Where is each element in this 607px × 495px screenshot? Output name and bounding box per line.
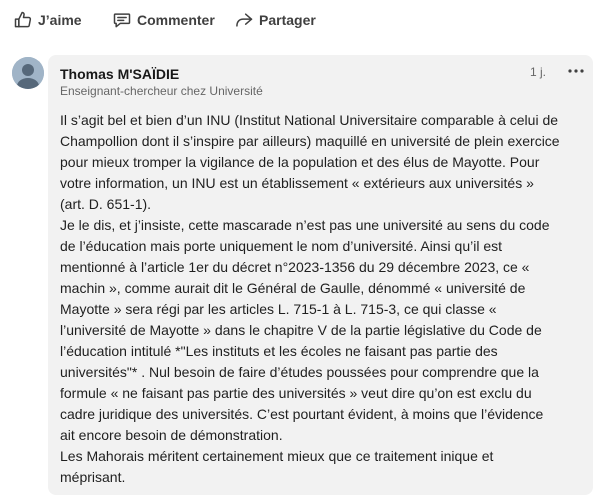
comment-line: ait encore besoin de démonstration. bbox=[60, 427, 283, 443]
share-label: Partager bbox=[259, 12, 316, 28]
user-silhouette-icon bbox=[12, 57, 44, 89]
comment-line: votre information, un INU est un établissement « extérieurs aux universités » bbox=[60, 175, 534, 191]
social-action-bar bbox=[0, 0, 607, 40]
comment-line: Champollion dont il s’inspire par ailleurs) maquillé en université de plein exercice bbox=[60, 133, 560, 149]
comment-line: cadre juridique des universités. C’est pourtant évident, à moins que l’évidence bbox=[60, 406, 544, 422]
comment-line: méprisant. bbox=[60, 469, 126, 485]
comment-line: de l’éducation mais porte uniquement le nom d’université. Ainsi qu’il est bbox=[60, 238, 503, 254]
share-arrow-icon bbox=[234, 10, 254, 30]
comment-line: pour mieux tromper la vigilance de la population et des élus de Mayotte. Pour bbox=[60, 154, 540, 170]
thumbs-up-icon bbox=[13, 10, 33, 30]
comment-line: machin », comme aurait dit le Général de Gaulle, dénommé « université de bbox=[60, 280, 526, 296]
author-name[interactable]: Thomas M'SAÏDIE bbox=[60, 66, 180, 82]
comment-icon bbox=[112, 10, 132, 30]
like-button[interactable] bbox=[13, 8, 82, 32]
comment-line: l’éducation intitulé *"Les instituts et les écoles ne faisant pas partie des bbox=[60, 343, 498, 359]
comment-line: l’université de Mayotte » dans le chapitre V de la partie législative du Code de bbox=[60, 322, 542, 338]
comment-timestamp: 1 j. bbox=[530, 65, 547, 79]
comment-label: Commenter bbox=[137, 12, 215, 28]
like-label: J’aime bbox=[38, 12, 82, 28]
comment-bubble bbox=[48, 55, 593, 495]
ellipsis-icon bbox=[566, 68, 586, 85]
more-options-button[interactable] bbox=[566, 61, 586, 81]
author-headline: Enseignant-chercheur chez Université bbox=[60, 84, 263, 98]
comment-line: Il s’agit bel et bien d’un INU (Institut National Universitaire comparable à celui de bbox=[60, 112, 559, 128]
comment-line: Je le dis, et j’insiste, cette mascarade n’est pas une université au sens du code bbox=[60, 217, 550, 233]
avatar[interactable] bbox=[12, 57, 44, 89]
comment-line: mentionné à l’article 1er du décret n°2023-1356 du 29 décembre 2023, ce « bbox=[60, 259, 530, 275]
comment-button[interactable] bbox=[112, 8, 215, 32]
comment-line: formule « ne faisant pas partie des universités » veut dire qu’on est exclu du bbox=[60, 385, 532, 401]
comment-line: Les Mahorais méritent certainement mieux que ce traitement inique et bbox=[60, 448, 494, 464]
share-button[interactable] bbox=[234, 8, 316, 32]
comment-line: (art. D. 651-1). bbox=[60, 196, 152, 212]
comment-line: Mayotte » sera régi par les articles L. 715-1 à L. 715-3, ce qui classe « bbox=[60, 301, 497, 317]
comment-body bbox=[60, 110, 588, 488]
comment-line: universités"* . Nul besoin de faire d’études poussées pour comprendre que la bbox=[60, 364, 539, 380]
